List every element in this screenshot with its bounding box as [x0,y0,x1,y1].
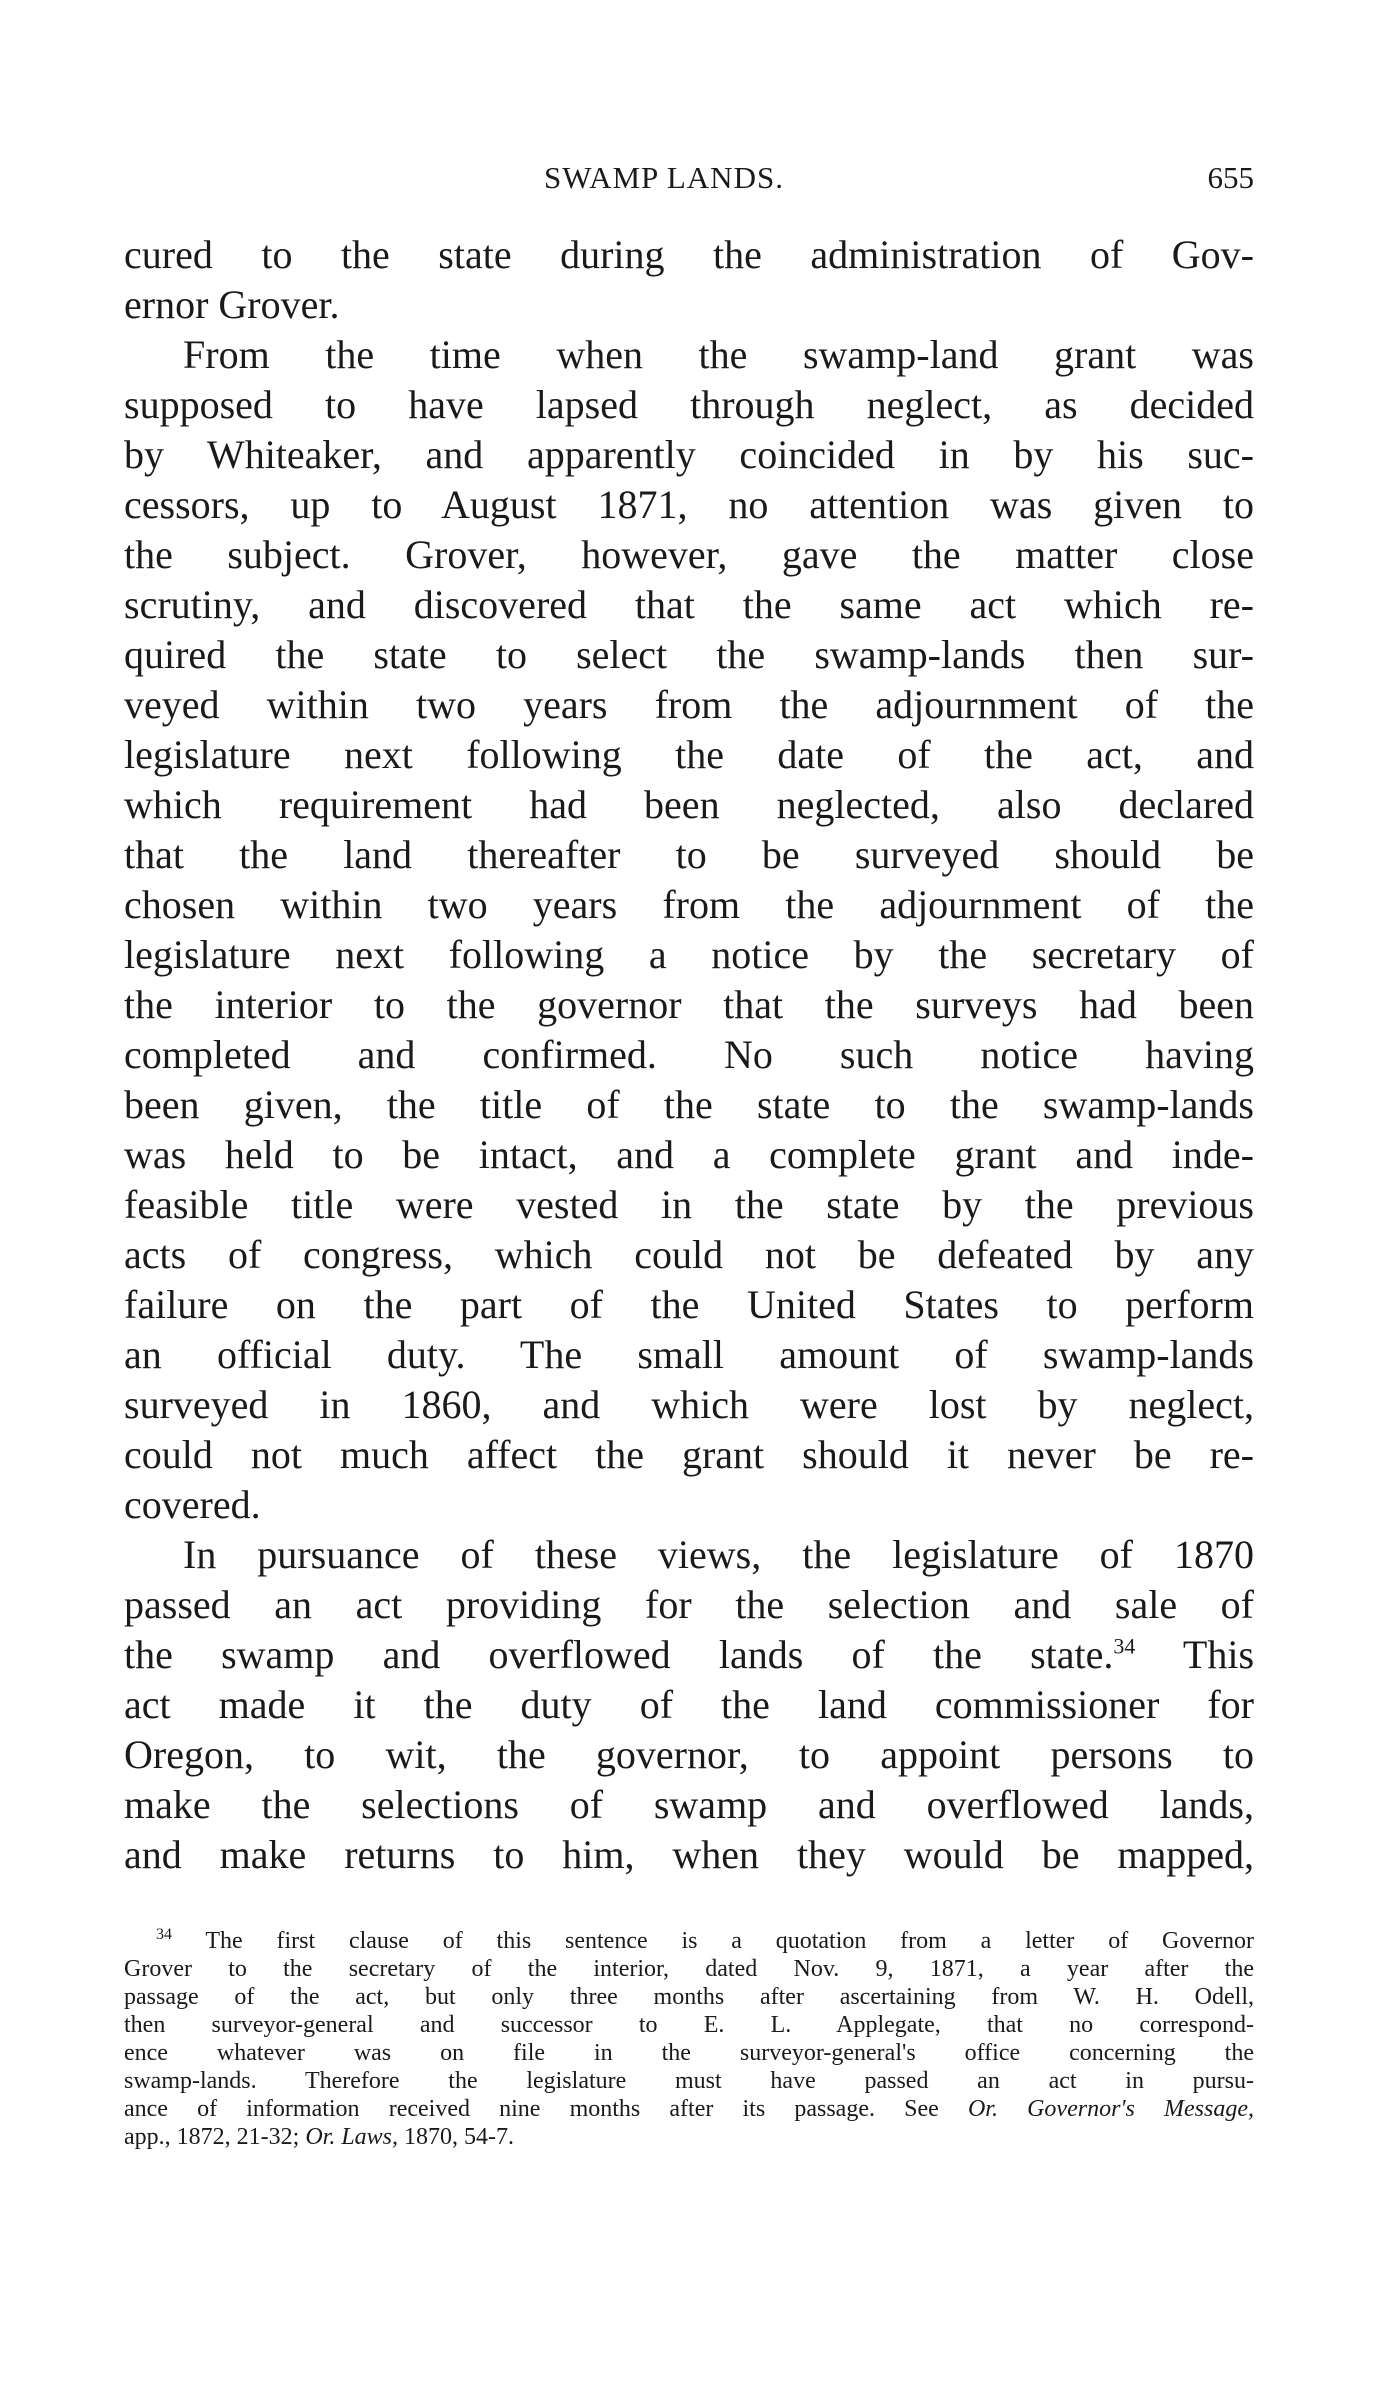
footnote-text: ance of information received nine months after its passage. See [124,2096,939,2122]
text-line: could not much affect the grant should it never be re- [124,1432,1254,1477]
page-number: 655 [1207,160,1254,195]
text-line: chosen within two years from the adjournment of the [124,882,1254,927]
text-line-part: This [1182,1632,1255,1677]
footnotes [124,1927,1254,2151]
running-head: SWAMP LANDS. [544,160,784,195]
footnote-citation: Or. Laws, [305,2124,399,2150]
footnote-line: swamp-lands. Therefore the legislature must have passed an act in pursu- [124,2068,1254,2094]
text-line: by Whiteaker, and apparently coincided in by his suc- [124,432,1254,477]
text-line: make the selections of swamp and overflowed lands, [124,1782,1254,1827]
text-line: the interior to the governor that the surveys had been [124,982,1254,1027]
footnote-text: 1870, 54-7. [404,2124,515,2150]
footnote-line [124,1927,1254,1955]
page-header [124,160,1254,200]
text-line: surveyed in 1860, and which were lost by neglect, [124,1382,1254,1427]
footnote-line: passage of the act, but only three months after ascertaining from W. H. Odell, [124,1984,1254,2010]
text-line: legislature next following a notice by the secretary of [124,932,1254,977]
text-line: supposed to have lapsed through neglect, as decided [124,382,1254,427]
text-line-part: the swamp and overflowed lands of the state. [124,1632,1114,1677]
footnote-line [124,2123,1254,2151]
footnote-marker: 34 [156,1926,172,1943]
text-line: the subject. Grover, however, gave the matter close [124,532,1254,577]
text-line: acts of congress, which could not be defeated by any [124,1232,1254,1277]
text-line: that the land thereafter to be surveyed should be [124,832,1254,877]
footnote-line: ence whatever was on file in the surveyor-general's office concerning the [124,2040,1254,2066]
text-line: act made it the duty of the land commissioner for [124,1682,1254,1727]
text-line: and make returns to him, when they would be mapped, [124,1832,1254,1877]
text-line: legislature next following the date of the act, and [124,732,1254,777]
body-text [124,230,1254,1880]
text-line: cessors, up to August 1871, no attention was given to [124,482,1254,527]
text-line: failure on the part of the United States to perform [124,1282,1254,1327]
text-line-with-footnote-ref [124,1630,1254,1680]
footnote-text: The first clause of this sentence is a quotation from a letter of Governor [205,1928,1254,1954]
footnote-reference: 34 [1113,1633,1136,1659]
text-line: was held to be intact, and a complete grant and inde- [124,1132,1254,1177]
text-line: an official duty. The small amount of swamp-lands [124,1332,1254,1377]
text-line: From the time when the swamp-land grant was [183,332,1254,377]
text-line: Oregon, to wit, the governor, to appoint persons to [124,1732,1254,1777]
text-line: ernor Grover. [124,282,340,327]
footnote-citation: Or. Governor's Message, [967,2096,1255,2122]
footnote-line: Grover to the secretary of the interior, dated Nov. 9, 1871, a year after the [124,1956,1254,1982]
text-line: veyed within two years from the adjournment of the [124,682,1254,727]
text-line: completed and confirmed. No such notice having [124,1032,1254,1077]
text-line: scrutiny, and discovered that the same act which re- [124,582,1254,627]
footnote-line: then surveyor-general and successor to E. L. Applegate, that no correspond- [124,2012,1254,2038]
text-line: quired the state to select the swamp-lands then sur- [124,632,1254,677]
text-line: In pursuance of these views, the legislature of 1870 [183,1532,1254,1577]
footnote-text: app., 1872, 21-32; [124,2124,300,2150]
footnote-line [124,2095,1254,2123]
text-line: feasible title were vested in the state by the previous [124,1182,1254,1227]
text-line: covered. [124,1482,261,1527]
text-line: passed an act providing for the selection and sale of [124,1582,1254,1627]
text-line: been given, the title of the state to the swamp-lands [124,1082,1254,1127]
text-line: cured to the state during the administration of Gov- [124,232,1254,277]
text-line: which requirement had been neglected, also declared [124,782,1254,827]
